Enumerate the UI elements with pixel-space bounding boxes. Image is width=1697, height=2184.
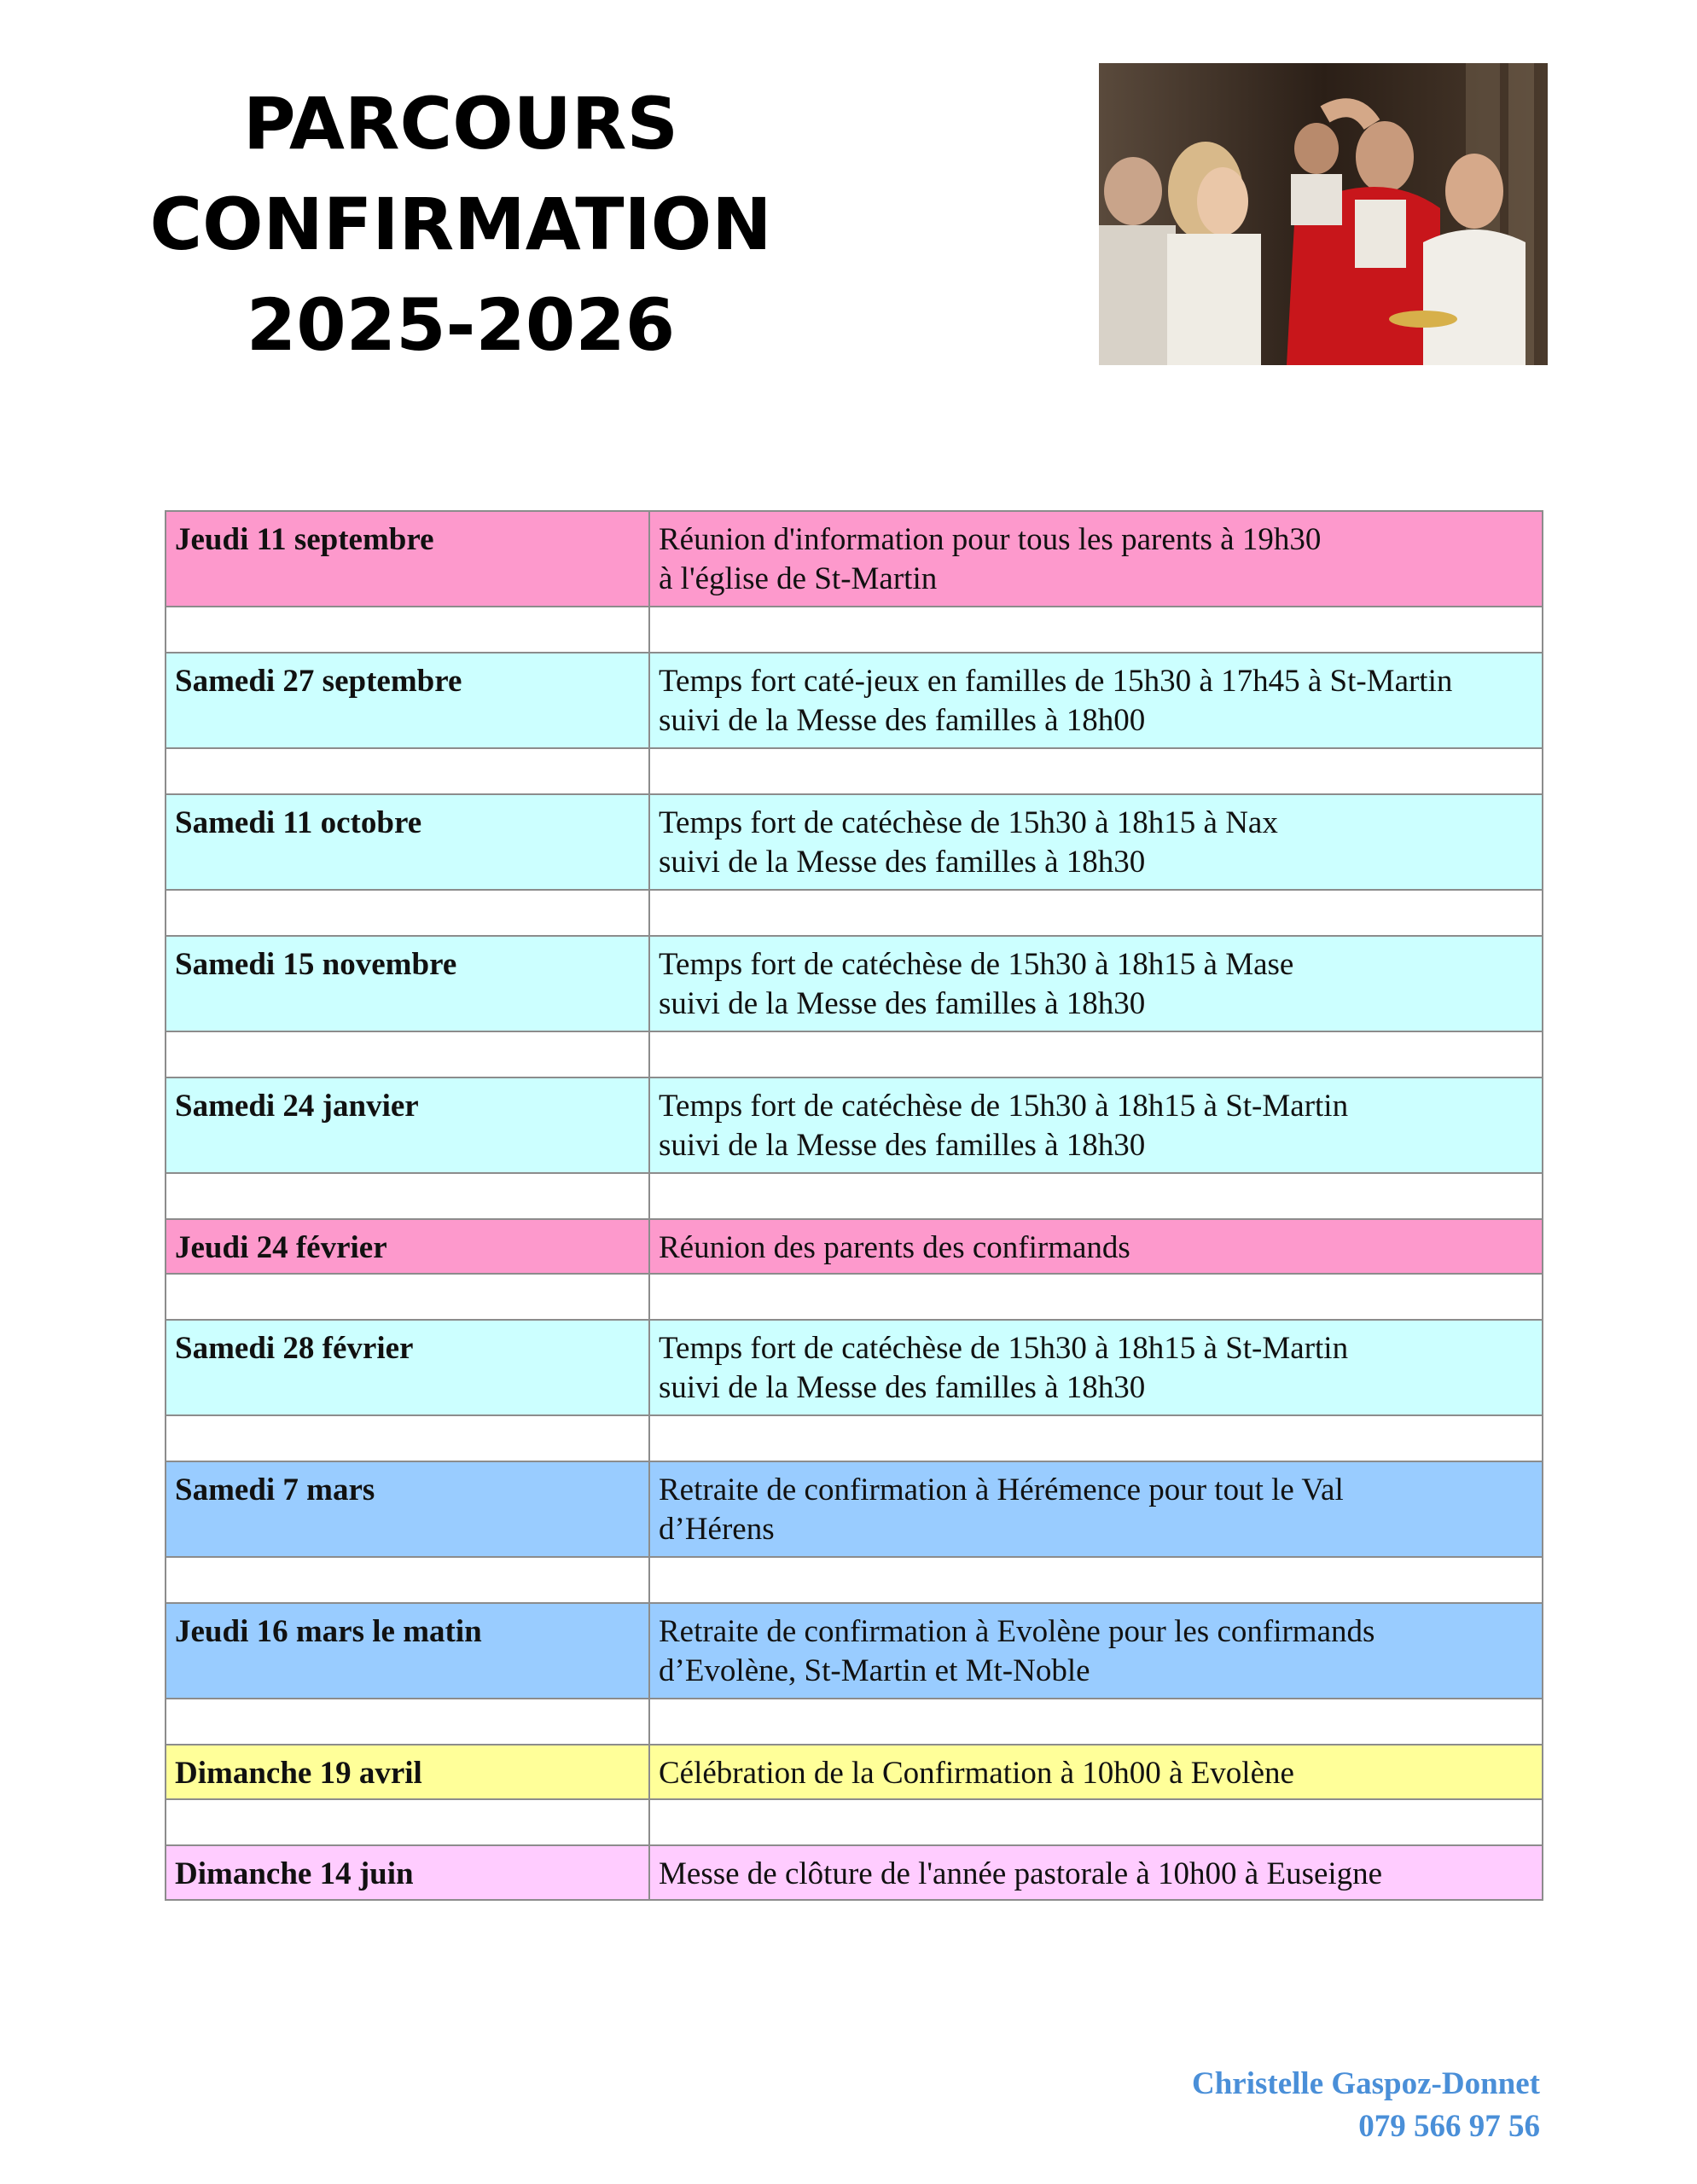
spacer-cell (649, 607, 1543, 653)
event-date: Jeudi 11 septembre (166, 511, 649, 607)
event-description-line-2: d’Evolène, St-Martin et Mt-Noble (659, 1653, 1090, 1688)
event-description (649, 794, 1543, 890)
spacer-row (166, 1031, 1543, 1077)
event-description (649, 1603, 1543, 1699)
event-row (166, 936, 1543, 1031)
spacer-cell (166, 748, 649, 794)
spacer-cell (166, 890, 649, 936)
spacer-cell (166, 1799, 649, 1845)
event-description-line-1: Célébration de la Confirmation à 10h00 à Evolène (659, 1756, 1294, 1791)
spacer-row (166, 748, 1543, 794)
event-row (166, 1219, 1543, 1274)
spacer-cell (166, 1031, 649, 1077)
event-description (649, 1745, 1543, 1799)
event-row (166, 1745, 1543, 1799)
event-row (166, 1845, 1543, 1900)
spacer-cell (649, 890, 1543, 936)
event-date: Dimanche 19 avril (166, 1745, 649, 1799)
event-description-line-2: à l'église de St-Martin (659, 561, 938, 596)
event-description (649, 1219, 1543, 1274)
spacer-cell (649, 1415, 1543, 1461)
event-description (649, 936, 1543, 1031)
event-row (166, 653, 1543, 748)
contact-block (1192, 2063, 1540, 2148)
event-description-line-1: Temps fort de catéchèse de 15h30 à 18h15 à St-Martin (659, 1089, 1349, 1124)
spacer-cell (166, 1415, 649, 1461)
event-description-line-2: suivi de la Messe des familles à 18h30 (659, 845, 1146, 880)
contact-name: Christelle Gaspoz-Donnet (1192, 2066, 1540, 2101)
spacer-row (166, 1799, 1543, 1845)
event-date: Samedi 24 janvier (166, 1077, 649, 1173)
event-row (166, 1461, 1543, 1557)
confirmation-photo (1099, 63, 1548, 365)
schedule-table (165, 510, 1543, 1901)
spacer-cell (649, 1031, 1543, 1077)
page-title (128, 73, 793, 375)
event-row (166, 1320, 1543, 1415)
spacer-cell (166, 1274, 649, 1320)
spacer-cell (166, 1557, 649, 1603)
title-line-1: PARCOURS (243, 82, 678, 166)
spacer-cell (166, 1699, 649, 1745)
event-description (649, 511, 1543, 607)
event-date: Samedi 7 mars (166, 1461, 649, 1557)
title-line-3: 2025-2026 (246, 283, 676, 367)
event-description (649, 1077, 1543, 1173)
spacer-cell (649, 748, 1543, 794)
spacer-cell (649, 1699, 1543, 1745)
event-description-line-2: suivi de la Messe des familles à 18h00 (659, 703, 1146, 738)
event-description (649, 1320, 1543, 1415)
event-date: Samedi 27 septembre (166, 653, 649, 748)
event-description-line-1: Retraite de confirmation à Evolène pour les confirmands (659, 1614, 1375, 1649)
confirmation-photo-illustration (1099, 63, 1548, 365)
spacer-cell (649, 1799, 1543, 1845)
spacer-row (166, 890, 1543, 936)
event-description-line-1: Temps fort de catéchèse de 15h30 à 18h15 à Nax (659, 805, 1278, 840)
event-description-line-2: d’Hérens (659, 1512, 775, 1547)
spacer-cell (649, 1557, 1543, 1603)
spacer-row (166, 607, 1543, 653)
event-date: Jeudi 16 mars le matin (166, 1603, 649, 1699)
event-description-line-2: suivi de la Messe des familles à 18h30 (659, 986, 1146, 1021)
event-date: Jeudi 24 février (166, 1219, 649, 1274)
event-description-line-1: Réunion des parents des confirmands (659, 1230, 1130, 1265)
spacer-row (166, 1173, 1543, 1219)
contact-phone: 079 566 97 56 (1358, 2109, 1540, 2144)
spacer-row (166, 1557, 1543, 1603)
event-description (649, 1461, 1543, 1557)
event-description (649, 653, 1543, 748)
event-description-line-2: suivi de la Messe des familles à 18h30 (659, 1128, 1146, 1163)
event-description-line-1: Temps fort de catéchèse de 15h30 à 18h15 à St-Martin (659, 1331, 1349, 1366)
spacer-row (166, 1415, 1543, 1461)
spacer-cell (166, 1173, 649, 1219)
event-description-line-1: Temps fort caté-jeux en familles de 15h30 à 17h45 à St-Martin (659, 664, 1453, 699)
event-date: Samedi 28 février (166, 1320, 649, 1415)
event-description-line-1: Réunion d'information pour tous les parents à 19h30 (659, 522, 1322, 557)
event-row (166, 1603, 1543, 1699)
event-description (649, 1845, 1543, 1900)
event-date: Samedi 11 octobre (166, 794, 649, 890)
spacer-row (166, 1274, 1543, 1320)
event-row (166, 1077, 1543, 1173)
event-description-line-1: Messe de clôture de l'année pastorale à 10h00 à Euseigne (659, 1856, 1383, 1891)
spacer-cell (649, 1274, 1543, 1320)
event-description-line-1: Temps fort de catéchèse de 15h30 à 18h15 à Mase (659, 947, 1294, 982)
event-date: Samedi 15 novembre (166, 936, 649, 1031)
title-line-2: CONFIRMATION (149, 183, 772, 266)
event-description-line-2: suivi de la Messe des familles à 18h30 (659, 1370, 1146, 1405)
event-description-line-1: Retraite de confirmation à Hérémence pour tout le Val (659, 1472, 1344, 1507)
event-row (166, 794, 1543, 890)
event-row (166, 511, 1543, 607)
spacer-row (166, 1699, 1543, 1745)
event-date: Dimanche 14 juin (166, 1845, 649, 1900)
spacer-cell (166, 607, 649, 653)
spacer-cell (649, 1173, 1543, 1219)
